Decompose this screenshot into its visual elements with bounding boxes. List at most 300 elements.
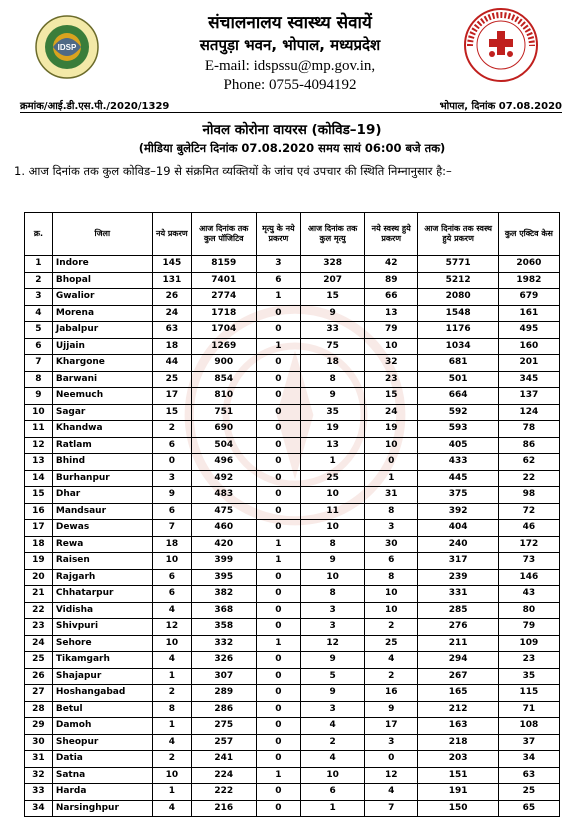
cell-total-positive: 504 <box>191 437 256 454</box>
cell-total-positive: 286 <box>191 701 256 718</box>
table-row <box>25 272 560 289</box>
cell-district: Sheopur <box>52 734 152 751</box>
cell-new-cases: 18 <box>152 338 191 355</box>
cell-total-recovered: 593 <box>418 421 498 438</box>
table-row <box>25 734 560 751</box>
cell-total-recovered: 211 <box>418 635 498 652</box>
cell-new-recovered: 15 <box>365 388 418 405</box>
cell-district: Sagar <box>52 404 152 421</box>
cell-active-cases: 62 <box>498 454 559 471</box>
cell-total-positive: 1704 <box>191 322 256 339</box>
cell-total-positive: 307 <box>191 668 256 685</box>
cell-active-cases: 137 <box>498 388 559 405</box>
cell-new-deaths: 0 <box>256 800 301 817</box>
cell-new-recovered: 23 <box>365 371 418 388</box>
cell-new-cases: 6 <box>152 569 191 586</box>
header-divider <box>20 112 562 113</box>
cell-total-recovered: 5771 <box>418 256 498 273</box>
cell-district: Jabalpur <box>52 322 152 339</box>
cell-total-positive: 1718 <box>191 305 256 322</box>
cell-sno: 21 <box>25 586 53 603</box>
cell-district: Barwani <box>52 371 152 388</box>
cell-district: Shivpuri <box>52 619 152 636</box>
cell-total-recovered: 331 <box>418 586 498 603</box>
cell-active-cases: 495 <box>498 322 559 339</box>
table-header-row <box>25 213 560 256</box>
cell-sno: 18 <box>25 536 53 553</box>
cell-new-cases: 1 <box>152 718 191 735</box>
cell-new-deaths: 1 <box>256 553 301 570</box>
cell-new-deaths: 0 <box>256 701 301 718</box>
cell-total-deaths: 8 <box>301 371 365 388</box>
cell-district: Chhatarpur <box>52 586 152 603</box>
cell-total-deaths: 11 <box>301 503 365 520</box>
cell-sno: 32 <box>25 767 53 784</box>
cell-district: Tikamgarh <box>52 652 152 669</box>
cell-active-cases: 23 <box>498 652 559 669</box>
cell-new-recovered: 4 <box>365 652 418 669</box>
cell-new-cases: 12 <box>152 619 191 636</box>
cell-district: Datia <box>52 751 152 768</box>
col-header-active-cases: कुल एक्टिव केस <box>498 213 559 256</box>
cell-new-cases: 131 <box>152 272 191 289</box>
cell-district: Hoshangabad <box>52 685 152 702</box>
cell-new-cases: 6 <box>152 586 191 603</box>
table-row <box>25 289 560 306</box>
table-row <box>25 602 560 619</box>
cell-new-deaths: 0 <box>256 668 301 685</box>
col-header-sno: क्र. <box>25 213 53 256</box>
cell-total-positive: 420 <box>191 536 256 553</box>
cell-total-deaths: 33 <box>301 322 365 339</box>
cell-new-cases: 4 <box>152 800 191 817</box>
cell-sno: 13 <box>25 454 53 471</box>
table-row <box>25 256 560 273</box>
cell-active-cases: 109 <box>498 635 559 652</box>
cell-district: Mandsaur <box>52 503 152 520</box>
cell-total-positive: 326 <box>191 652 256 669</box>
intro-text: 1. आज दिनांक तक कुल कोविड–19 से संक्रमित व्यक्तियों के जांच एवं उपचार की स्थिति निम्नानुसार है:– <box>14 164 452 178</box>
cell-total-recovered: 392 <box>418 503 498 520</box>
col-header-new-cases: नये प्रकरण <box>152 213 191 256</box>
col-header-total-positive: आज दिनांक तक कुल पॉजिटिव <box>191 213 256 256</box>
cell-new-cases: 145 <box>152 256 191 273</box>
table-row <box>25 338 560 355</box>
cell-total-deaths: 9 <box>301 553 365 570</box>
cell-new-cases: 4 <box>152 734 191 751</box>
cell-active-cases: 43 <box>498 586 559 603</box>
cell-total-deaths: 12 <box>301 635 365 652</box>
cell-new-deaths: 0 <box>256 388 301 405</box>
cell-total-recovered: 165 <box>418 685 498 702</box>
table-row <box>25 487 560 504</box>
cell-total-recovered: 1548 <box>418 305 498 322</box>
cell-sno: 2 <box>25 272 53 289</box>
cell-new-deaths: 0 <box>256 734 301 751</box>
cell-new-deaths: 0 <box>256 685 301 702</box>
cell-total-deaths: 19 <box>301 421 365 438</box>
cell-active-cases: 79 <box>498 619 559 636</box>
cell-active-cases: 63 <box>498 767 559 784</box>
table-row <box>25 371 560 388</box>
cell-new-cases: 2 <box>152 685 191 702</box>
cell-new-cases: 24 <box>152 305 191 322</box>
cell-active-cases: 86 <box>498 437 559 454</box>
table-row <box>25 322 560 339</box>
cell-sno: 10 <box>25 404 53 421</box>
table-row <box>25 503 560 520</box>
cell-total-recovered: 1034 <box>418 338 498 355</box>
cell-sno: 3 <box>25 289 53 306</box>
cell-district: Damoh <box>52 718 152 735</box>
cell-active-cases: 65 <box>498 800 559 817</box>
cell-total-recovered: 276 <box>418 619 498 636</box>
cell-total-deaths: 35 <box>301 404 365 421</box>
cell-new-recovered: 3 <box>365 520 418 537</box>
cell-sno: 6 <box>25 338 53 355</box>
cell-total-deaths: 328 <box>301 256 365 273</box>
cell-new-cases: 1 <box>152 668 191 685</box>
cell-total-recovered: 592 <box>418 404 498 421</box>
cell-district: Rewa <box>52 536 152 553</box>
cell-active-cases: 71 <box>498 701 559 718</box>
cell-total-positive: 216 <box>191 800 256 817</box>
cell-new-deaths: 0 <box>256 487 301 504</box>
cell-active-cases: 37 <box>498 734 559 751</box>
cell-sno: 23 <box>25 619 53 636</box>
cell-sno: 17 <box>25 520 53 537</box>
reference-number: क्रमांक/आई.डी.एस.पी./2020/1329 <box>20 101 170 112</box>
cell-new-recovered: 2 <box>365 619 418 636</box>
cell-total-positive: 810 <box>191 388 256 405</box>
cell-district: Narsinghpur <box>52 800 152 817</box>
cell-active-cases: 46 <box>498 520 559 537</box>
cell-new-recovered: 13 <box>365 305 418 322</box>
cell-total-deaths: 9 <box>301 685 365 702</box>
table-row <box>25 404 560 421</box>
table-row <box>25 586 560 603</box>
place-date: भोपाल, दिनांक 07.08.2020 <box>439 101 562 112</box>
cell-district: Gwalior <box>52 289 152 306</box>
col-header-total-recovered: आज दिनांक तक स्वस्थ हुये प्रकरण <box>418 213 498 256</box>
cell-new-cases: 10 <box>152 553 191 570</box>
cell-active-cases: 124 <box>498 404 559 421</box>
cell-new-cases: 0 <box>152 454 191 471</box>
cell-sno: 9 <box>25 388 53 405</box>
cell-new-recovered: 9 <box>365 701 418 718</box>
cell-new-recovered: 30 <box>365 536 418 553</box>
bulletin-title: नोवल कोरोना वायरस (कोविड–19) <box>202 122 382 138</box>
org-name: संचालनालय स्वास्थ्य सेवायें <box>208 13 372 33</box>
table-row <box>25 569 560 586</box>
table-row <box>25 701 560 718</box>
cell-new-recovered: 17 <box>365 718 418 735</box>
cell-new-deaths: 0 <box>256 470 301 487</box>
cell-total-recovered: 681 <box>418 355 498 372</box>
cell-active-cases: 22 <box>498 470 559 487</box>
cell-total-deaths: 9 <box>301 305 365 322</box>
cell-total-deaths: 3 <box>301 619 365 636</box>
cell-total-recovered: 285 <box>418 602 498 619</box>
cell-new-cases: 26 <box>152 289 191 306</box>
cell-total-recovered: 163 <box>418 718 498 735</box>
cell-total-deaths: 9 <box>301 388 365 405</box>
cell-district: Indore <box>52 256 152 273</box>
cell-total-deaths: 207 <box>301 272 365 289</box>
cell-sno: 4 <box>25 305 53 322</box>
cell-total-deaths: 25 <box>301 470 365 487</box>
cell-total-positive: 222 <box>191 784 256 801</box>
covid-district-table <box>24 212 560 817</box>
cell-new-cases: 2 <box>152 421 191 438</box>
cell-new-recovered: 79 <box>365 322 418 339</box>
cell-total-recovered: 239 <box>418 569 498 586</box>
cell-total-positive: 224 <box>191 767 256 784</box>
cell-new-deaths: 0 <box>256 437 301 454</box>
cell-total-deaths: 10 <box>301 520 365 537</box>
cell-sno: 1 <box>25 256 53 273</box>
cell-active-cases: 78 <box>498 421 559 438</box>
cell-new-cases: 7 <box>152 520 191 537</box>
cell-total-deaths: 1 <box>301 800 365 817</box>
cell-total-positive: 496 <box>191 454 256 471</box>
cell-total-positive: 241 <box>191 751 256 768</box>
cell-new-deaths: 1 <box>256 289 301 306</box>
cell-district: Khargone <box>52 355 152 372</box>
table-body <box>25 256 560 817</box>
cell-new-recovered: 24 <box>365 404 418 421</box>
cell-new-deaths: 1 <box>256 536 301 553</box>
cell-new-recovered: 2 <box>365 668 418 685</box>
cell-new-cases: 25 <box>152 371 191 388</box>
cell-sno: 31 <box>25 751 53 768</box>
cell-total-positive: 854 <box>191 371 256 388</box>
table-row <box>25 553 560 570</box>
cell-new-deaths: 0 <box>256 751 301 768</box>
cell-sno: 16 <box>25 503 53 520</box>
cell-new-cases: 8 <box>152 701 191 718</box>
cell-sno: 33 <box>25 784 53 801</box>
cell-sno: 8 <box>25 371 53 388</box>
cell-active-cases: 108 <box>498 718 559 735</box>
cell-total-deaths: 3 <box>301 602 365 619</box>
cell-sno: 11 <box>25 421 53 438</box>
cell-district: Betul <box>52 701 152 718</box>
table-row <box>25 635 560 652</box>
table-row <box>25 305 560 322</box>
cell-total-positive: 7401 <box>191 272 256 289</box>
cell-new-deaths: 0 <box>256 602 301 619</box>
cell-new-recovered: 1 <box>365 470 418 487</box>
cell-total-deaths: 10 <box>301 569 365 586</box>
cell-total-recovered: 501 <box>418 371 498 388</box>
cell-sno: 14 <box>25 470 53 487</box>
cell-district: Ratlam <box>52 437 152 454</box>
cell-new-deaths: 3 <box>256 256 301 273</box>
cell-active-cases: 345 <box>498 371 559 388</box>
bulletin-subtitle: (मीडिया बुलेटिन दिनांक 07.08.2020 समय सायं 06:00 बजे तक) <box>138 141 446 155</box>
cell-total-deaths: 13 <box>301 437 365 454</box>
cell-total-recovered: 203 <box>418 751 498 768</box>
cell-district: Dewas <box>52 520 152 537</box>
cell-new-recovered: 10 <box>365 437 418 454</box>
table-row <box>25 652 560 669</box>
cell-district: Dhar <box>52 487 152 504</box>
cell-new-deaths: 0 <box>256 371 301 388</box>
cell-total-deaths: 10 <box>301 487 365 504</box>
cell-total-positive: 382 <box>191 586 256 603</box>
cell-total-positive: 690 <box>191 421 256 438</box>
org-address: सतपुड़ा भवन, भोपाल, मध्यप्रदेश <box>199 36 381 54</box>
idsp-logo <box>34 14 100 80</box>
table-row <box>25 454 560 471</box>
cell-new-deaths: 0 <box>256 355 301 372</box>
cell-total-deaths: 6 <box>301 784 365 801</box>
cell-new-cases: 2 <box>152 751 191 768</box>
cell-new-cases: 15 <box>152 404 191 421</box>
cell-total-positive: 492 <box>191 470 256 487</box>
nrhm-logo <box>462 6 540 84</box>
cell-new-recovered: 66 <box>365 289 418 306</box>
cell-total-recovered: 151 <box>418 767 498 784</box>
cell-active-cases: 2060 <box>498 256 559 273</box>
cell-new-cases: 4 <box>152 602 191 619</box>
table-row <box>25 470 560 487</box>
table-row <box>25 437 560 454</box>
cell-new-deaths: 0 <box>256 322 301 339</box>
cell-total-recovered: 375 <box>418 487 498 504</box>
cell-sno: 30 <box>25 734 53 751</box>
cell-new-recovered: 12 <box>365 767 418 784</box>
cell-new-deaths: 0 <box>256 586 301 603</box>
cell-new-cases: 44 <box>152 355 191 372</box>
cell-sno: 22 <box>25 602 53 619</box>
cell-new-deaths: 0 <box>256 619 301 636</box>
cell-active-cases: 172 <box>498 536 559 553</box>
cell-sno: 29 <box>25 718 53 735</box>
cell-total-deaths: 3 <box>301 701 365 718</box>
cell-active-cases: 73 <box>498 553 559 570</box>
cell-new-deaths: 0 <box>256 404 301 421</box>
cell-active-cases: 25 <box>498 784 559 801</box>
cell-new-deaths: 0 <box>256 569 301 586</box>
cell-new-deaths: 0 <box>256 652 301 669</box>
cell-new-recovered: 31 <box>365 487 418 504</box>
cell-new-recovered: 0 <box>365 454 418 471</box>
cell-total-positive: 358 <box>191 619 256 636</box>
org-phone: Phone: 0755-4094192 <box>223 77 357 93</box>
cell-district: Vidisha <box>52 602 152 619</box>
cell-total-recovered: 218 <box>418 734 498 751</box>
cell-new-deaths: 0 <box>256 784 301 801</box>
cell-total-positive: 399 <box>191 553 256 570</box>
cell-total-positive: 475 <box>191 503 256 520</box>
cell-new-cases: 3 <box>152 470 191 487</box>
cell-total-deaths: 8 <box>301 586 365 603</box>
cell-total-positive: 275 <box>191 718 256 735</box>
table-row <box>25 536 560 553</box>
cell-sno: 34 <box>25 800 53 817</box>
cell-total-recovered: 1176 <box>418 322 498 339</box>
cell-district: Shajapur <box>52 668 152 685</box>
cell-district: Sehore <box>52 635 152 652</box>
cell-new-recovered: 42 <box>365 256 418 273</box>
cell-active-cases: 80 <box>498 602 559 619</box>
cell-active-cases: 146 <box>498 569 559 586</box>
cell-total-deaths: 9 <box>301 652 365 669</box>
cell-total-positive: 332 <box>191 635 256 652</box>
cell-total-deaths: 15 <box>301 289 365 306</box>
cell-new-deaths: 0 <box>256 421 301 438</box>
cell-new-cases: 10 <box>152 635 191 652</box>
cell-total-recovered: 405 <box>418 437 498 454</box>
cell-district: Harda <box>52 784 152 801</box>
cell-new-recovered: 7 <box>365 800 418 817</box>
cell-total-recovered: 191 <box>418 784 498 801</box>
cell-sno: 27 <box>25 685 53 702</box>
cell-sno: 20 <box>25 569 53 586</box>
cell-total-positive: 1269 <box>191 338 256 355</box>
cell-total-deaths: 2 <box>301 734 365 751</box>
table-row <box>25 421 560 438</box>
cell-total-recovered: 664 <box>418 388 498 405</box>
table-row <box>25 668 560 685</box>
cell-active-cases: 160 <box>498 338 559 355</box>
idsp-logo-text: IDSP <box>57 43 77 52</box>
col-header-total-deaths: आज दिनांक तक कुल मृत्यु <box>301 213 365 256</box>
cell-new-recovered: 32 <box>365 355 418 372</box>
cell-new-recovered: 19 <box>365 421 418 438</box>
cell-new-recovered: 16 <box>365 685 418 702</box>
cell-total-deaths: 75 <box>301 338 365 355</box>
cell-district: Ujjain <box>52 338 152 355</box>
table-row <box>25 388 560 405</box>
cell-new-recovered: 25 <box>365 635 418 652</box>
cell-total-deaths: 4 <box>301 718 365 735</box>
cell-new-deaths: 0 <box>256 520 301 537</box>
cell-district: Burhanpur <box>52 470 152 487</box>
cell-total-deaths: 4 <box>301 751 365 768</box>
cell-total-recovered: 317 <box>418 553 498 570</box>
cell-total-positive: 289 <box>191 685 256 702</box>
cell-new-cases: 6 <box>152 437 191 454</box>
reference-line <box>20 98 562 112</box>
cell-new-recovered: 10 <box>365 338 418 355</box>
cell-new-deaths: 0 <box>256 718 301 735</box>
cell-new-recovered: 0 <box>365 751 418 768</box>
cell-active-cases: 1982 <box>498 272 559 289</box>
cell-active-cases: 679 <box>498 289 559 306</box>
table-row <box>25 355 560 372</box>
cell-sno: 26 <box>25 668 53 685</box>
cell-total-recovered: 5212 <box>418 272 498 289</box>
cell-active-cases: 72 <box>498 503 559 520</box>
cell-sno: 19 <box>25 553 53 570</box>
cell-new-deaths: 1 <box>256 338 301 355</box>
cell-district: Bhopal <box>52 272 152 289</box>
cell-total-positive: 2774 <box>191 289 256 306</box>
cell-new-recovered: 6 <box>365 553 418 570</box>
cell-new-recovered: 10 <box>365 586 418 603</box>
cell-district: Bhind <box>52 454 152 471</box>
org-email: E-mail: idspssu@mp.gov.in, <box>204 58 376 74</box>
cell-active-cases: 34 <box>498 751 559 768</box>
cell-new-deaths: 1 <box>256 767 301 784</box>
table-row <box>25 767 560 784</box>
cell-new-deaths: 6 <box>256 272 301 289</box>
cell-sno: 12 <box>25 437 53 454</box>
cell-active-cases: 115 <box>498 685 559 702</box>
